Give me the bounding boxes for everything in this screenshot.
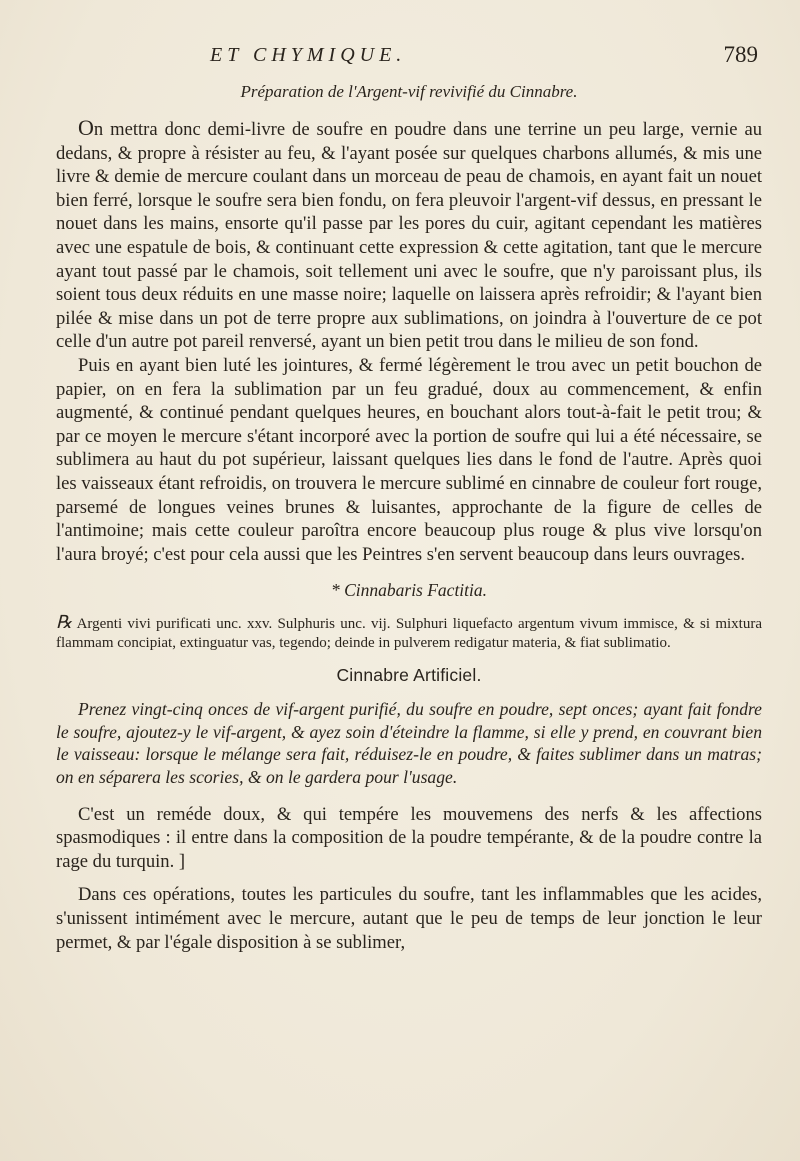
paragraph-2: Puis en ayant bien luté les jointures, & fermé légèrement le trou avec un petit bouchon de papier, on en fera la sublimation par un feu gradué, doux au commencement, & enfin augmenté, & continué pendant quelques heures, en bouchant alors tout-à-fait le petit trou; & par ce moyen le mercure s'étant incorporé avec la portion de soufre qui lui a été nécessaire, se sublimera au haut du pot supérieur, laissant quelques lies dans le fond de l'autre. Après quoi les vaisseaux étant refroidis, on trouvera le mercure sublimé en cinnabre de couleur fort rouge, parsemé de longues veines brunes & luisantes, approchante de la figure de celles de l'antimoine; mais cette couleur paroîtra encore beaucoup plus rouge & plus vive lorsqu'on l'aura broyé; c'est pour cela aussi que les Peintres s'en servent beaucoup dans leurs ouvrages. (56, 354, 762, 565)
latin-recipe-title: * Cinnabaris Factitia. (330, 580, 488, 601)
paragraph-gap (56, 873, 762, 883)
running-head: ET CHYMIQUE. (210, 44, 407, 66)
page-header (56, 44, 762, 74)
latin-recipe-text (56, 613, 762, 653)
latin-recipe-body: Argenti vivi purificati unc. xxv. Sulphuris unc. vij. Sulphuri liquefacto argentum vivum immisce, & si mixtura flammam concipiat, extinguatur vas, tegendo; deinde in pulverem redigatur materia, & fiat sublimatio. (56, 616, 762, 652)
page-number: 789 (723, 42, 758, 67)
closing-paragraph-2: Dans ces opérations, toutes les particules du soufre, tant les inflammables que les acides, s'unissent intimément avec le mercure, autant que le peu de temps de leur jonction le leur permet, & par l'égale disposition à se sublimer, (56, 884, 762, 953)
french-recipe-text: Prenez vingt-cinq onces de vif-argent purifié, du soufre en poudre, sept onces; ayant fait fondre le soufre, ajoutez-y le vif-argent, & ayez soin d'éteindre la flamme, si elle y prend, en couvrant bien le vaisseau: lorsque le mélange sera fait, réduisez-le en poudre, & faites sublimer dans un matras; on en séparera les scories, & on le gardera pour l'usage. (56, 699, 762, 788)
paragraph-1: On mettra donc demi-livre de soufre en poudre dans une terrine un peu large, vernie au dedans, & propre à résister au feu, & l'ayant posée sur quelques charbons allumés, & mis une livre & demie de mercure coulant dans un morceau de peau de chamois, en ayant fait un nouet bien ferré, lorsque le soufre sera bien fondu, on fera pleuvoir l'argent-vif dessus, en pressant le nouet dans les mains, ensorte qu'il passe par les pores du cuir, agitant cependant les matières avec une espatule de bois, & continuant cette expression & cette agitation, tant que le mercure ayant tout passé par le chamois, soit tellement uni avec le soufre, que n'y paroissant plus, ils soient tous deux réduits en une masse noire; laquelle on laissera après refroidir; & l'ayant bien pilée & mise dans un pot de terre propre aux sublimations, on joindra à l'ouverture de ce pot celle d'un autre pot pareil renversé, ayant un bien petit trou dans le milieu de son fond. (56, 115, 762, 353)
closing-paragraph-1: C'est un reméde doux, & qui tempére les mouvemens des nerfs & les affections spasmodiques : il entre dans la composition de la poudre tempérante, & de la poudre contre la rage du turquin. ] (56, 803, 762, 872)
french-recipe-title: Cinnabre Artificiel. (336, 665, 482, 686)
section-title: Préparation de l'Argent-vif revivifié du Cinnabre. (240, 82, 578, 101)
recipe-symbol: ℞ (56, 612, 73, 633)
